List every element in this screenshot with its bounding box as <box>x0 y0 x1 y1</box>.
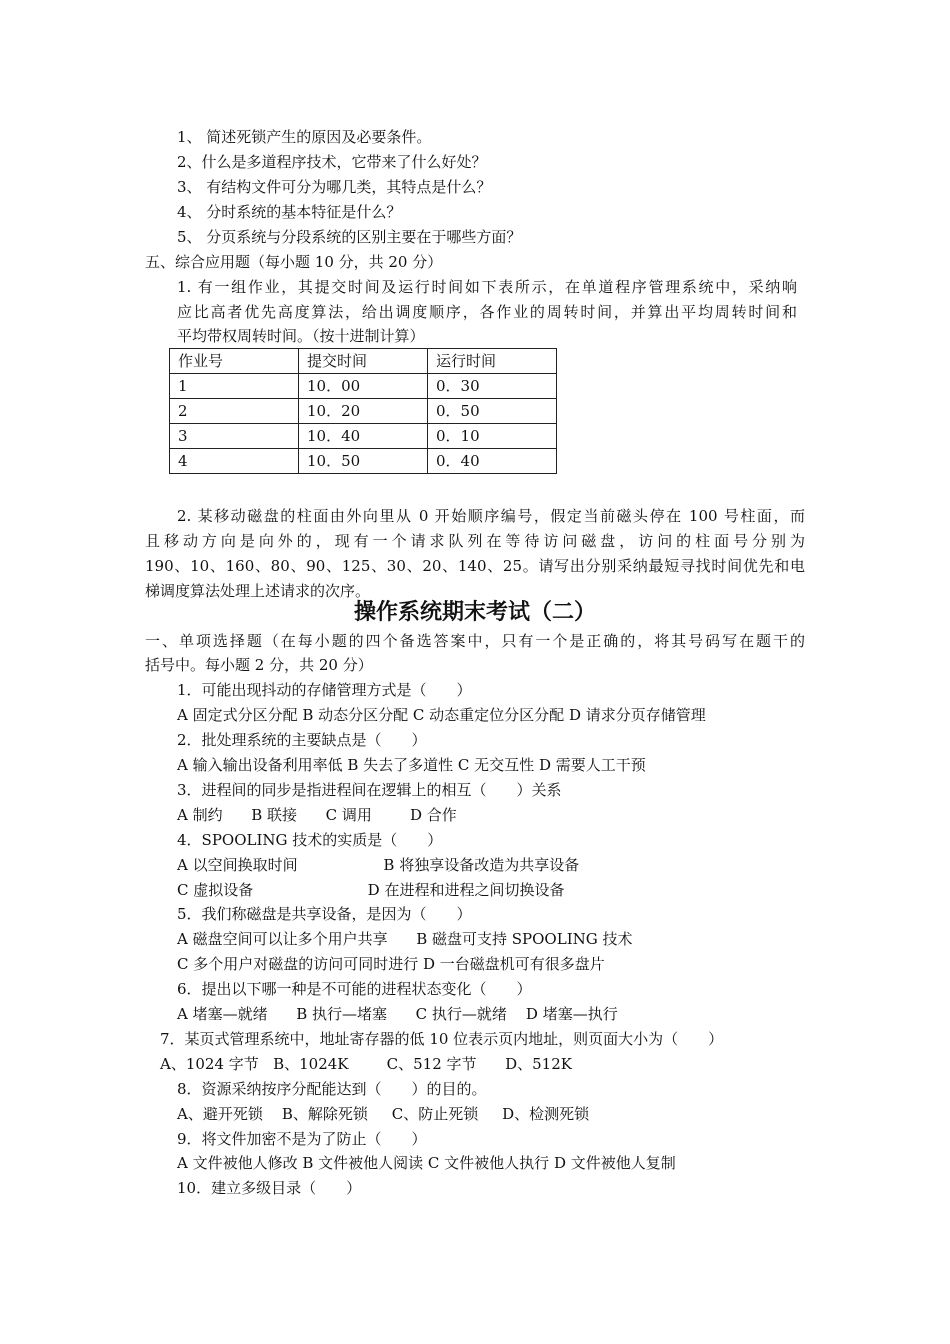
job-table <box>169 348 557 474</box>
question-3: 3．进程间的同步是指进程间在逻辑上的相互（ ）关系 <box>177 781 562 799</box>
table-row <box>170 449 557 474</box>
question-8-options: A、避开死锁 B、解除死锁 C、防止死锁 D、检测死锁 <box>177 1105 590 1123</box>
table-cell: 0．50 <box>428 399 557 424</box>
question-4-3: 3、 有结构文件可分为哪几类，其特点是什么？ <box>177 178 492 196</box>
q5-2-line-3: 190、10、160、80、90、125、30、20、140、25。请写出分别采纳最短寻找时间优先和电 <box>145 557 805 575</box>
question-4-options-a-b: A 以空间换取时间 B 将独享设备改造为共享设备 <box>177 856 580 874</box>
question-1-options: A 固定式分区分配 B 动态分区分配 C 动态重定位分区分配 D 请求分页存储管理 <box>177 706 706 724</box>
q5-1-line-1: 1. 有一组作业，其提交时间及运行时间如下表所示，在单道程序管理系统中，采纳响 <box>177 278 797 296</box>
q5-2-line-1: 2. 某移动磁盘的柱面由外向里从 0 开始顺序编号，假定当前磁头停在 100 号柱面，而 <box>177 507 805 525</box>
question-6-options: A 堵塞—就绪 B 执行—堵塞 C 执行—就绪 D 堵塞—执行 <box>177 1005 618 1023</box>
table-row <box>170 399 557 424</box>
table-cell: 0．30 <box>428 374 557 399</box>
question-4-2: 2、什么是多道程序技术，它带来了什么好处？ <box>177 153 487 171</box>
table-cell: 4 <box>170 449 299 474</box>
exam-title: 操作系统期末考试（二） <box>353 600 596 625</box>
question-10: 10．建立多级目录（ ） <box>177 1179 362 1197</box>
question-7: 7．某页式管理系统中，地址寄存器的低 10 位表示页内地址，则页面大小为（ ） <box>160 1030 724 1048</box>
question-4: 4．SPOOLING 技术的实质是（ ） <box>177 831 443 849</box>
section-1-heading-line-1: 一、单项选择题（在每小题的四个备选答案中，只有一个是正确的，将其号码写在题干的 <box>145 632 805 650</box>
question-8: 8．资源采纳按序分配能达到（ ）的目的。 <box>177 1080 487 1098</box>
question-4-1: 1、 简述死锁产生的原因及必要条件。 <box>177 128 432 146</box>
table-row <box>170 374 557 399</box>
table-header-cell: 作业号 <box>170 349 299 374</box>
table-header-cell: 运行时间 <box>428 349 557 374</box>
q5-2-line-4: 梯调度算法处理上述请求的次序。 <box>145 582 371 600</box>
table-cell: 10．40 <box>299 424 428 449</box>
question-2: 2．批处理系统的主要缺点是（ ） <box>177 731 427 749</box>
table-row <box>170 424 557 449</box>
question-1: 1．可能出现抖动的存储管理方式是（ ） <box>177 681 472 699</box>
question-5-options-a-b: A 磁盘空间可以让多个用户共享 B 磁盘可支持 SPOOLING 技术 <box>177 930 633 948</box>
question-4-5: 5、 分页系统与分段系统的区别主要在于哪些方面？ <box>177 228 522 246</box>
question-5: 5．我们称磁盘是共享设备，是因为（ ） <box>177 905 472 923</box>
table-cell: 10．50 <box>299 449 428 474</box>
section-5-heading: 五、综合应用题（每小题 10 分，共 20 分） <box>145 253 443 271</box>
q5-2-line-2: 且移动方向是向外的，现有一个请求队列在等待访问磁盘，访问的柱面号分别为 <box>145 532 805 550</box>
table-cell: 2 <box>170 399 299 424</box>
table-header-row <box>170 349 557 374</box>
question-2-options: A 输入输出设备利用率低 B 失去了多道性 C 无交互性 D 需要人工干预 <box>177 756 646 774</box>
table-cell: 10．20 <box>299 399 428 424</box>
section-1-heading-line-2: 括号中。每小题 2 分，共 20 分） <box>145 656 373 674</box>
table-cell: 10．00 <box>299 374 428 399</box>
question-4-options-c-d: C 虚拟设备 D 在进程和进程之间切换设备 <box>177 881 565 899</box>
table-cell: 1 <box>170 374 299 399</box>
q5-1-line-2: 应比高者优先高度算法，给出调度顺序，各作业的周转时间，并算出平均周转时间和 <box>177 303 797 321</box>
table-cell: 3 <box>170 424 299 449</box>
question-3-options: A 制约 B 联接 C 调用 D 合作 <box>177 806 457 824</box>
question-7-options: A、1024 字节 B、1024K C、512 字节 D、512K <box>160 1055 572 1073</box>
question-9-options: A 文件被他人修改 B 文件被他人阅读 C 文件被他人执行 D 文件被他人复制 <box>177 1154 676 1172</box>
table-cell: 0．40 <box>428 449 557 474</box>
question-6: 6．提出以下哪一种是不可能的进程状态变化（ ） <box>177 980 532 998</box>
q5-1-line-3: 平均带权周转时间。（按十进制计算） <box>177 327 425 345</box>
question-5-options-c-d: C 多个用户对磁盘的访问可同时进行 D 一台磁盘机可有很多盘片 <box>177 955 605 973</box>
question-9: 9．将文件加密不是为了防止（ ） <box>177 1130 427 1148</box>
question-4-4: 4、 分时系统的基本特征是什么？ <box>177 203 402 221</box>
table-header-cell: 提交时间 <box>299 349 428 374</box>
table-cell: 0．10 <box>428 424 557 449</box>
